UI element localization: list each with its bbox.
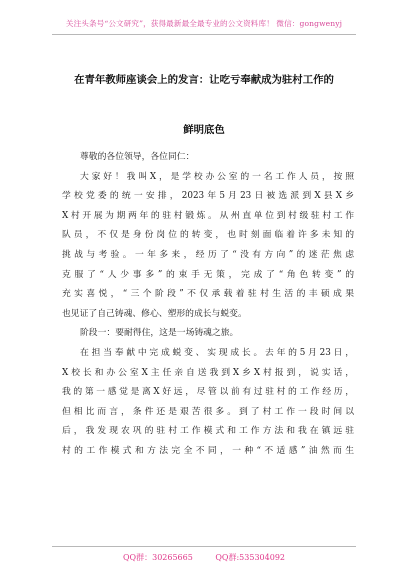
header-banner: 关注头条号“公文研究”，获得最新最全最专业的公文资料库！ 微信：gongwenyj bbox=[65, 19, 343, 28]
footer-divider bbox=[52, 546, 356, 547]
paragraph-line: 我的第一感觉是离X好远，尽管以前有过驻村的工作经历， bbox=[62, 387, 354, 398]
paragraph-line: 学校党委的统一安排，2023年5月23日被选派到X县X乡 bbox=[62, 191, 354, 202]
footer-qq-group-1: QQ群：30265665 bbox=[122, 553, 193, 562]
document-title: 在青年教师座谈会上的发言：让吃亏奉献成为驻村工作的 bbox=[74, 74, 334, 86]
paragraph-line: 充实喜悦，“三个阶段”不仅承载着驻村生活的丰硕成果 bbox=[62, 289, 354, 300]
document-title-continued: 鲜明底色 bbox=[183, 124, 225, 136]
paragraph-line: X校长和办公室X主任亲自送我到X乡X村报到，说实话， bbox=[62, 367, 354, 378]
header-divider bbox=[52, 34, 356, 35]
paragraph-line: 村的工作模式和方法完全不同，一种“不适感”油然而生 bbox=[62, 445, 354, 456]
paragraph-line: 克服了“人少事多”的束手无策，完成了“角色转变”的 bbox=[62, 269, 354, 280]
document-body bbox=[62, 148, 354, 462]
paragraph-line: 后，我发现农巩的驻村工作模式和工作方法和我在镇远驻 bbox=[62, 426, 354, 437]
paragraph-line: 大家好！我叫X，是学校办公室的一名工作人员，按照 bbox=[80, 171, 354, 182]
paragraph-line: 挑战与考验。一年多来，经历了“没有方向”的迷茫焦虑 bbox=[62, 249, 354, 260]
section-heading: 阶段一：要耐得住，这是一场铸魂之旅。 bbox=[80, 328, 239, 339]
paragraph-line: 在担当奉献中完成蜕变、实现成长。去年的5月23日， bbox=[80, 347, 354, 358]
paragraph-line: 但相比而言，条件还是艰苦很多。到了村工作一段时间以 bbox=[62, 406, 354, 417]
salutation: 尊敬的各位领导，各位同仁： bbox=[80, 152, 195, 162]
footer-qq-group-2: QQ群:535304092 bbox=[215, 553, 285, 562]
paragraph-line: X村开展为期两年的驻村锻炼。从州直单位到村级驻村工作 bbox=[62, 210, 354, 221]
footer bbox=[0, 552, 408, 563]
paragraph-line: 也见证了自己铸魂、修心、塑形的成长与蜕变。 bbox=[62, 308, 247, 319]
paragraph-line: 队员，不仅是身份岗位的转变，也时刻面临着许多未知的 bbox=[62, 230, 354, 241]
